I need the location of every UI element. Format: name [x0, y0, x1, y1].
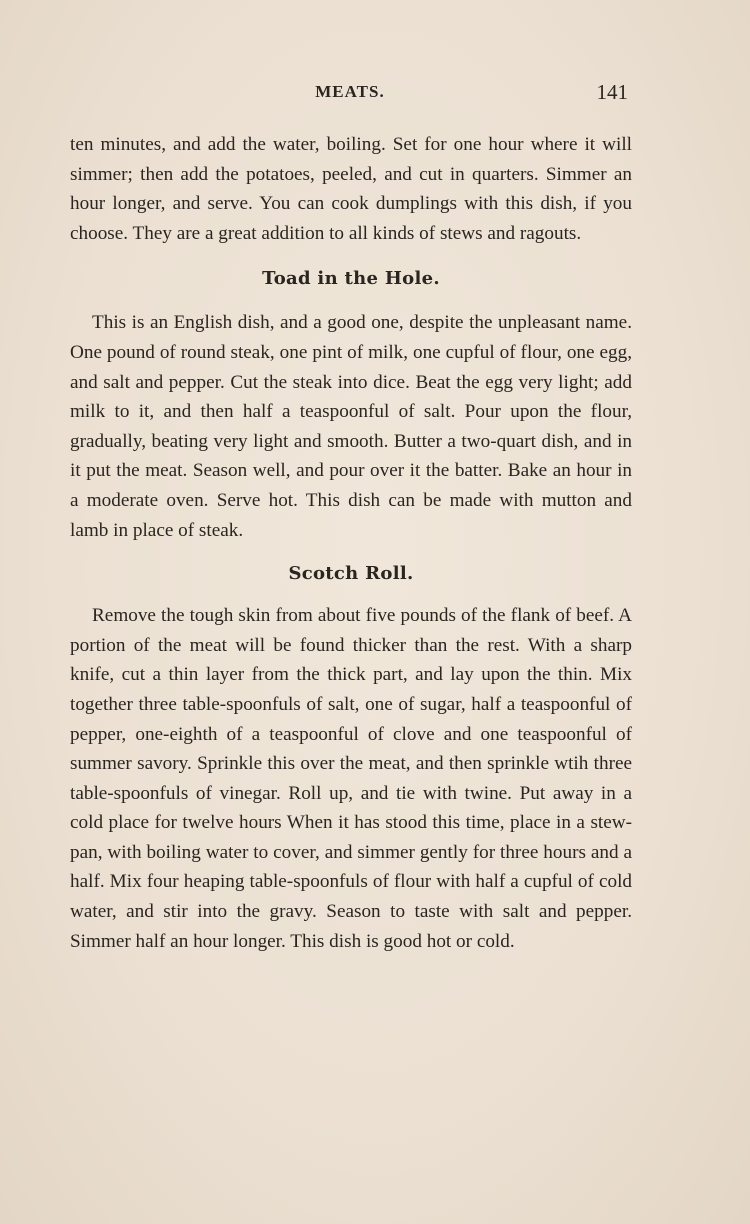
running-title: MEATS.: [315, 82, 385, 101]
continuation-paragraph: ten minutes, and add the water, boiling. Set for one hour where it will simmer; then add the potatoes, peeled, and cut in quarters. Simmer an hour longer, and serve. You can cook dumplings with this dish, if you choose. They are a great addition to all kinds of stews and ragouts.: [70, 134, 632, 244]
recipe-text-toad-in-the-hole: This is an English dish, and a good one, despite the unpleasant name. One pound of round steak, one pint of milk, one cupful of flour, one egg, and salt and pepper. Cut the steak into dice. Beat the egg very light; add milk to it, and then half a teaspoonful of salt. Pour upon the flour, gradually, beating very light and smooth. Butter a two-quart dish, and in it put the meat. Season well, and pour over it the batter. Bake an hour in a moderate oven. Serve hot. This dish can be made with mutton and lamb in place of steak.: [70, 312, 632, 541]
recipe-heading-scotch-roll: Scotch Roll.: [288, 563, 414, 585]
running-head: [70, 80, 630, 106]
recipe-heading-toad-in-the-hole: Toad in the Hole.: [262, 268, 440, 290]
page-number: 141: [596, 80, 628, 104]
body-text: [70, 130, 632, 956]
recipe-text-scotch-roll: Remove the tough skin from about five pounds of the flank of beef. A portion of the meat will be found thicker than the rest. With a sharp knife, cut a thin layer from the thick part, and lay upon the thin. Mix together three table-spoonfuls of salt, one of sugar, half a teaspoonful of pepper, one-eighth of a teaspoonful of clove and one teaspoonful of summer savory. Sprinkle this over the meat, and then sprinkle wtih three table-spoonfuls of vinegar. Roll up, and tie with twine. Put away in a cold place for twelve hours When it has stood this time, place in a stew-pan, with boiling water to cover, and simmer gently for three hours and a half. Mix four heaping table-spoonfuls of flour with half a cupful of cold water, and stir into the gravy. Season to taste with salt and pepper. Simmer half an hour longer. This dish is good hot or cold.: [70, 605, 632, 952]
